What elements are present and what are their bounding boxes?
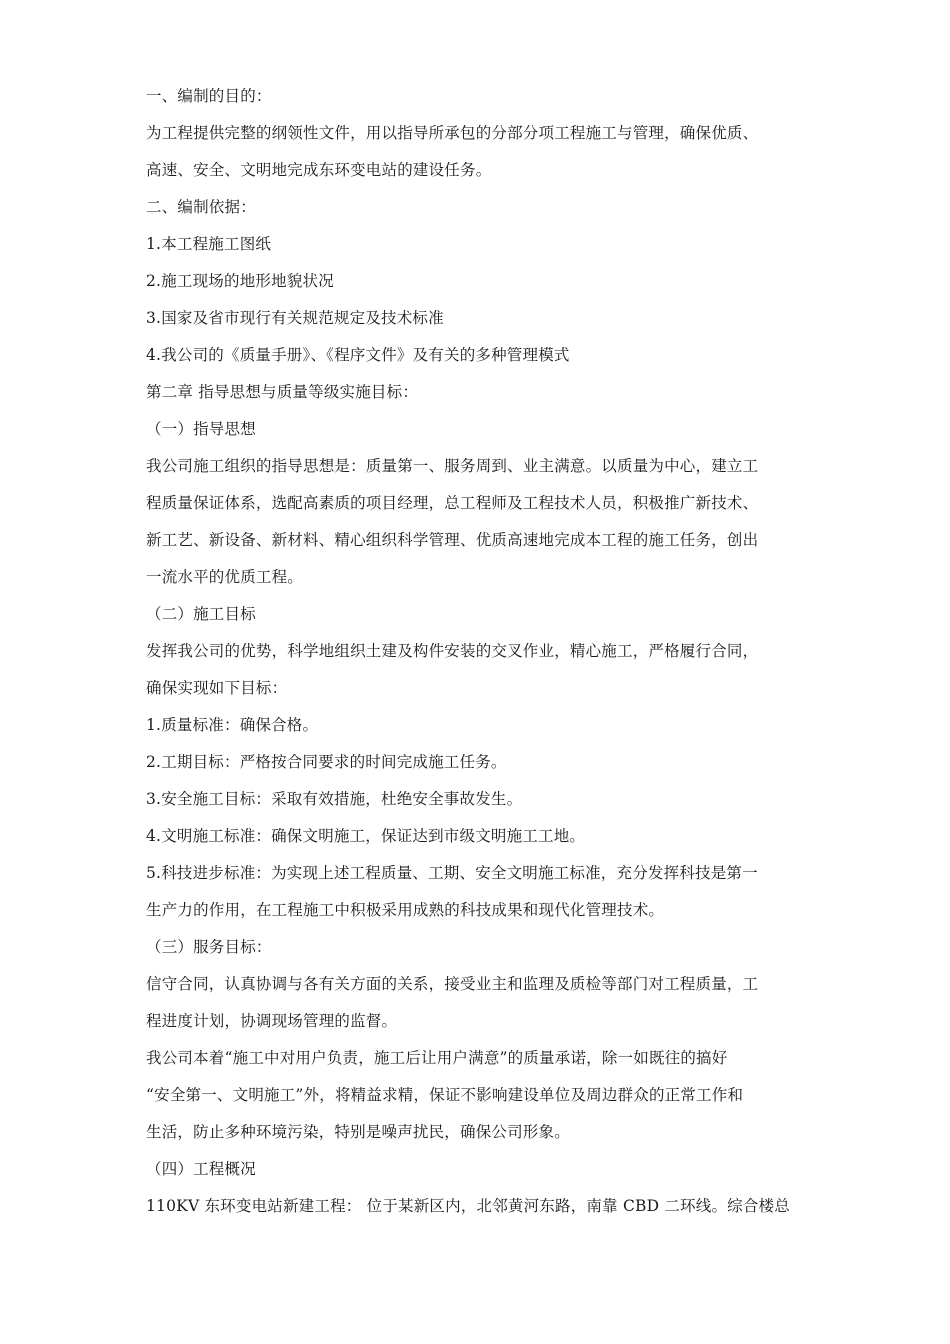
paragraph-line: 110KV 东环变电站新建工程： 位于某新区内，北邻黄河东路，南靠 CBD 二环线。综合楼总 — [146, 1197, 790, 1215]
paragraph-line: 确保实现如下目标： — [146, 679, 288, 697]
section-heading-basis: 二、编制依据： — [146, 198, 256, 216]
paragraph-line: 我公司本着“施工中对用户负责，施工后让用户满意”的质量承诺，除一如既往的搞好 — [146, 1049, 728, 1067]
paragraph-line: 为工程提供完整的纲领性文件，用以指导所承包的分部分项工程施工与管理，确保优质、 — [146, 124, 759, 142]
chapter-heading: 第二章 指导思想与质量等级实施目标： — [146, 383, 419, 401]
paragraph-line: 信守合同，认真协调与各有关方面的关系，接受业主和监理及质检等部门对工程质量，工 — [146, 975, 759, 993]
paragraph-line: “安全第一、文明施工”外，将精益求精，保证不影响建设单位及周边群众的正常工作和 — [146, 1086, 744, 1104]
list-item: 2.工期目标：严格按合同要求的时间完成施工任务。 — [146, 753, 507, 771]
section-heading-purpose: 一、编制的目的： — [146, 87, 272, 105]
subsection-heading-service-goals: （三）服务目标： — [146, 938, 272, 956]
list-item: 5.科技进步标准：为实现上述工程质量、工期、安全文明施工标准，充分发挥科技是第一 — [146, 864, 758, 882]
paragraph-line: 生活，防止多种环境污染，特别是噪声扰民，确保公司形象。 — [146, 1123, 570, 1141]
paragraph-line: 一流水平的优质工程。 — [146, 568, 304, 586]
paragraph-line: 我公司施工组织的指导思想是：质量第一、服务周到、业主满意。以质量为中心，建立工 — [146, 457, 759, 475]
paragraph-line: 新工艺、新设备、新材料、精心组织科学管理、优质高速地完成本工程的施工任务，创出 — [146, 531, 759, 549]
list-item: 4.我公司的《质量手册》、《程序文件》及有关的多种管理模式 — [146, 346, 570, 364]
subsection-heading-construction-goals: （二）施工目标 — [146, 605, 256, 623]
paragraph-line: 程质量保证体系，选配高素质的项目经理，总工程师及工程技术人员，积极推广新技术、 — [146, 494, 759, 512]
list-item: 1.本工程施工图纸 — [146, 235, 272, 253]
list-item: 3.国家及省市现行有关规范规定及技术标准 — [146, 309, 444, 327]
paragraph-line: 程进度计划，协调现场管理的监督。 — [146, 1012, 398, 1030]
list-item: 1.质量标准：确保合格。 — [146, 716, 319, 734]
subsection-heading-project-overview: （四）工程概况 — [146, 1160, 256, 1178]
paragraph-line: 发挥我公司的优势，科学地组织土建及构件安装的交叉作业，精心施工，严格履行合同， — [146, 642, 759, 660]
list-item: 2.施工现场的地形地貌状况 — [146, 272, 334, 290]
document-body — [146, 78, 806, 1225]
list-item: 3.安全施工目标：采取有效措施，杜绝安全事故发生。 — [146, 790, 523, 808]
paragraph-line: 高速、安全、文明地完成东环变电站的建设任务。 — [146, 161, 492, 179]
paragraph-line: 生产力的作用，在工程施工中积极采用成熟的科技成果和现代化管理技术。 — [146, 901, 665, 919]
subsection-heading-guiding-thought: （一）指导思想 — [146, 420, 256, 438]
list-item: 4.文明施工标准：确保文明施工，保证达到市级文明施工工地。 — [146, 827, 586, 845]
